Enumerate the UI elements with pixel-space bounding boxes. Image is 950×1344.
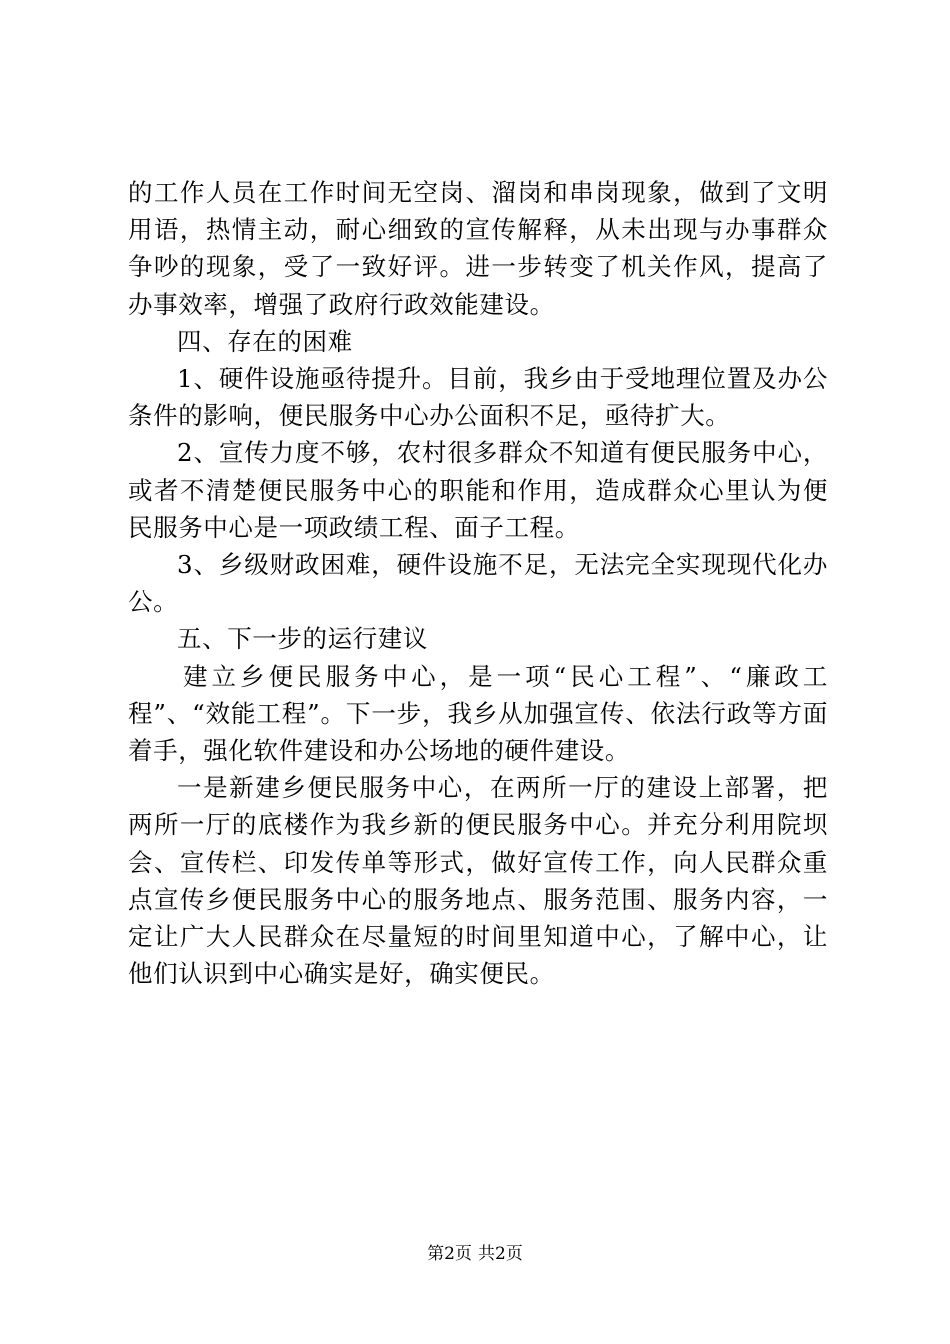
paragraph-difficulty-3: 3、乡级财政困难，硬件设施不足，无法完全实现现代化办公。: [128, 550, 828, 617]
paragraph-next-steps-intro: 建立乡便民服务中心，是一项“民心工程”、“廉政工程”、“效能工程”。下一步，我乡从加强宣传、依法行政等方面着手，强化软件建设和办公场地的硬件建设。: [128, 661, 828, 766]
page-footer: [0, 1243, 950, 1265]
paragraph-next-steps-first: 一是新建乡便民服务中心，在两所一厅的建设上部署，把两所一厅的底楼作为我乡新的便民服务中心。并充分利用院坝会、宣传栏、印发传单等形式，做好宣传工作，向人民群众重点宣传乡便民服务中心的服务地点、服务范围、服务内容，一定让广大人民群众在尽量短的时间里知道中心，了解中心，让他们认识到中心确实是好，确实便民。: [128, 773, 828, 989]
section-heading-difficulties: 四、存在的困难: [177, 326, 353, 356]
page-number: 第2页: [427, 1244, 472, 1264]
paragraph-continuation: 的工作人员在工作时间无空岗、溜岗和串岗现象，做到了文明用语，热情主动，耐心细致的宣传解释，从未出现与办事群众争吵的现象，受了一致好评。进一步转变了机关作风，提高了办事效率，增强了政府行政效能建设。: [128, 178, 828, 319]
section-heading-next-steps: 五、下一步的运行建议: [177, 624, 428, 654]
page-total: 共2页: [478, 1244, 523, 1264]
paragraph-difficulty-1: 1、硬件设施亟待提升。目前，我乡由于受地理位置及办公条件的影响，便民服务中心办公面积不足，亟待扩大。: [128, 364, 828, 431]
document-body: [128, 174, 828, 992]
paragraph-difficulty-2: 2、宣传力度不够，农村很多群众不知道有便民服务中心，或者不清楚便民服务中心的职能和作用，造成群众心里认为便民服务中心是一项政绩工程、面子工程。: [128, 438, 828, 542]
